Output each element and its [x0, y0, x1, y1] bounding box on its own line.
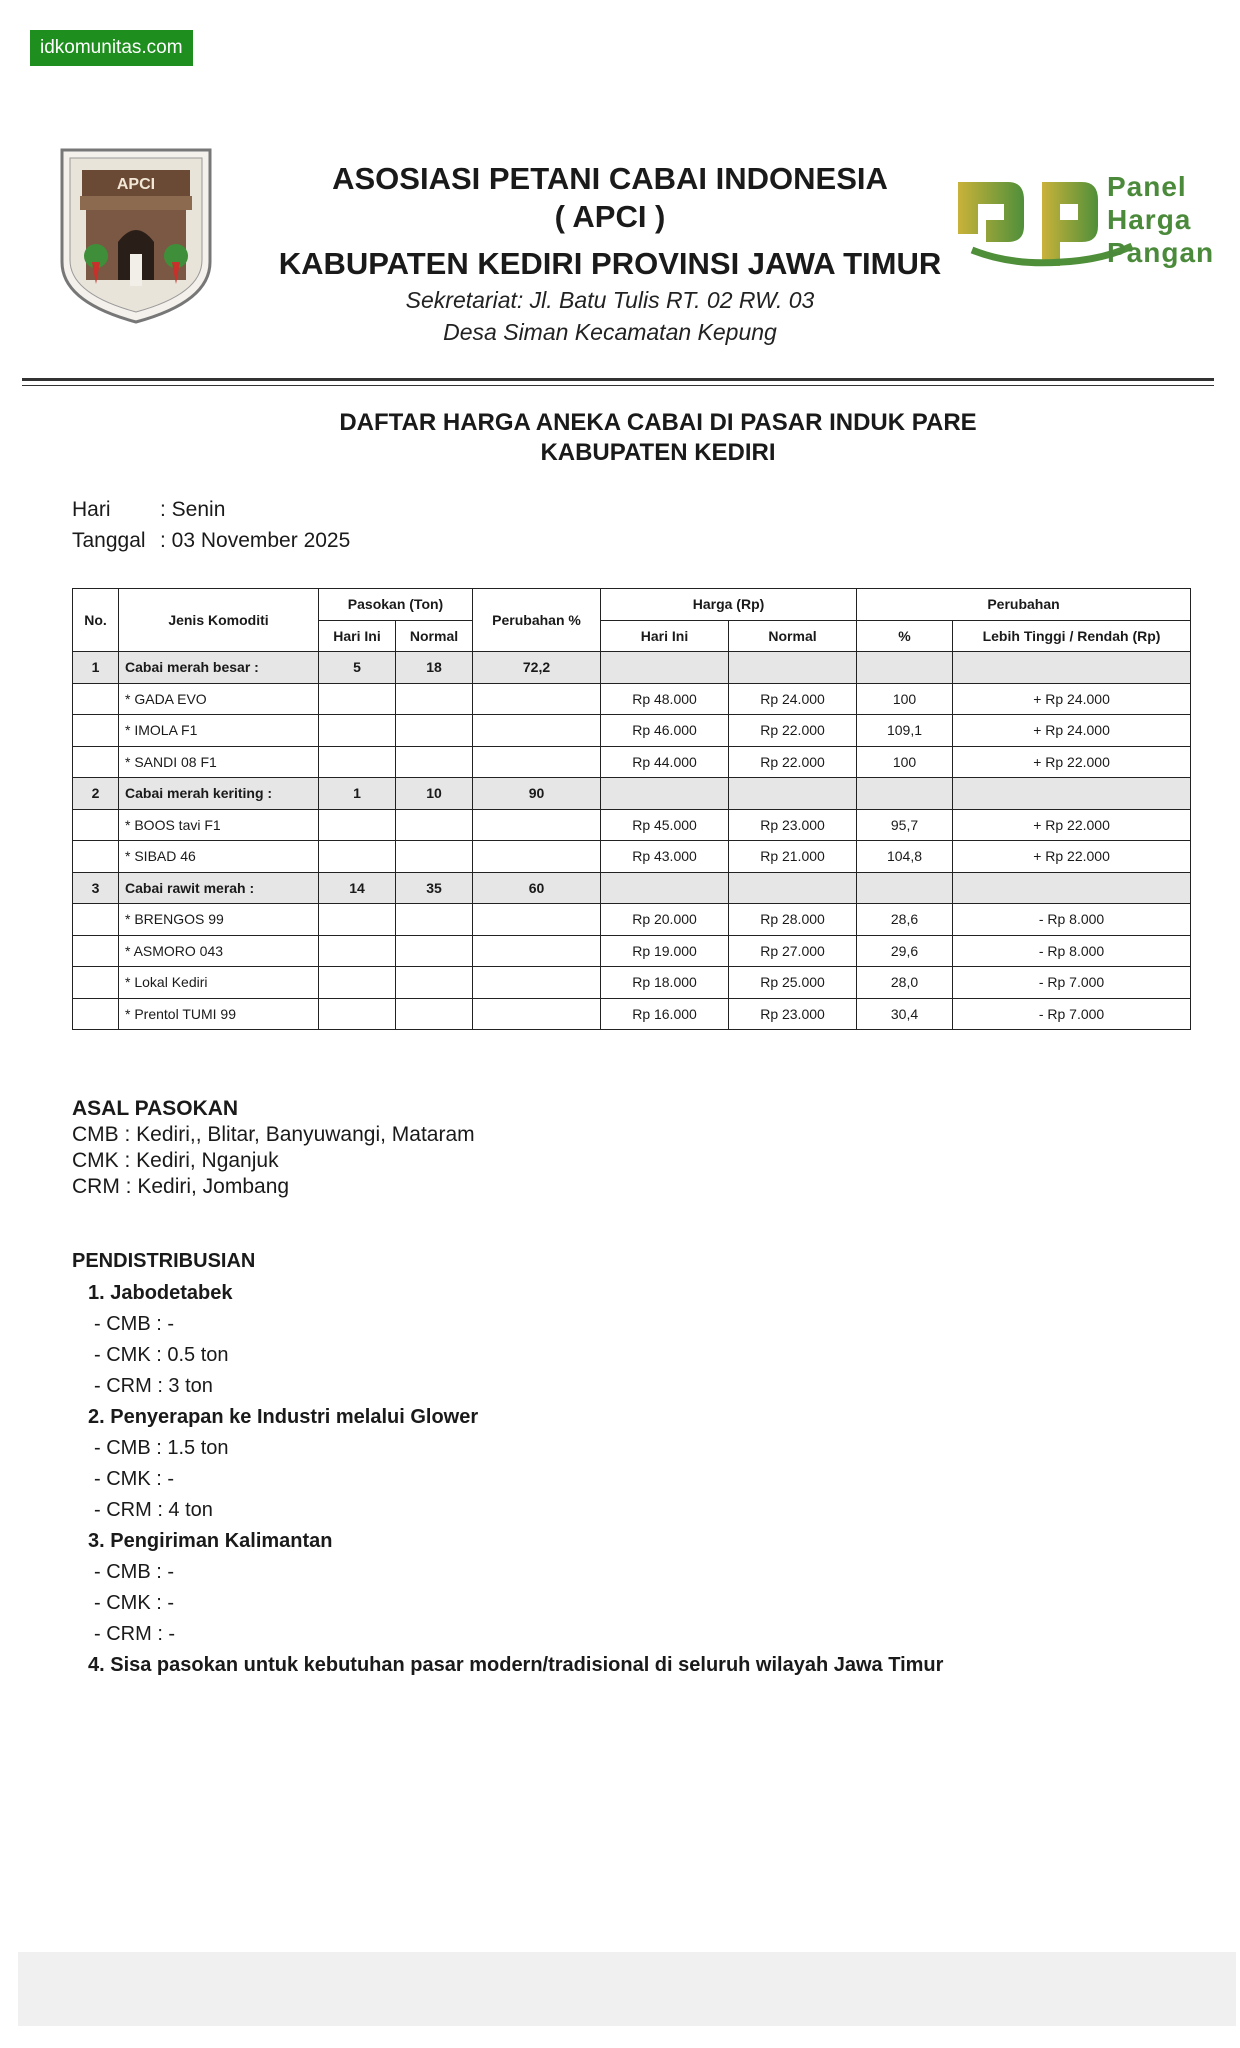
- table-row: [73, 998, 1191, 1030]
- address-line-1: Sekretariat: Jl. Batu Tulis RT. 02 RW. 03: [405, 287, 815, 313]
- cell-pct: 29,6: [857, 935, 953, 967]
- panel-logo-line-1: Panel: [1107, 171, 1187, 202]
- cell-supply-today: [319, 715, 396, 747]
- cell-name: * Lokal Kediri: [119, 967, 319, 999]
- cell-price-normal: Rp 27.000: [729, 935, 857, 967]
- supply-origin-title: ASAL PASOKAN: [72, 1097, 239, 1120]
- cell-price-today: [601, 652, 729, 684]
- cell-supply-normal: [396, 715, 473, 747]
- cell-supply-change: [473, 715, 601, 747]
- cell-name: * GADA EVO: [119, 683, 319, 715]
- supply-origin-line: CMB : Kediri,, Blitar, Banyuwangi, Mataram: [72, 1123, 475, 1146]
- panel-logo-line-3: Pangan: [1107, 237, 1215, 268]
- cell-pct: 109,1: [857, 715, 953, 747]
- cell-no: [73, 841, 119, 873]
- header-change-percent: %: [857, 620, 953, 652]
- cell-supply-change: [473, 841, 601, 873]
- cell-price-normal: [729, 778, 857, 810]
- table-category-row: [73, 778, 1191, 810]
- cell-name: * SIBAD 46: [119, 841, 319, 873]
- distribution-sub-item: - CMB : -: [94, 1561, 174, 1583]
- organization-region: KABUPATEN KEDIRI PROVINSI JAWA TIMUR: [278, 246, 942, 281]
- cell-no: 3: [73, 872, 119, 904]
- cell-no: [73, 998, 119, 1030]
- cell-pct: 104,8: [857, 841, 953, 873]
- cell-pct: [857, 778, 953, 810]
- organization-abbreviation: ( APCI ): [554, 199, 666, 234]
- cell-supply-today: [319, 935, 396, 967]
- cell-diff: - Rp 7.000: [953, 967, 1191, 999]
- cell-no: [73, 683, 119, 715]
- cell-supply-normal: [396, 746, 473, 778]
- cell-supply-normal: [396, 904, 473, 936]
- header-no: No.: [73, 589, 119, 652]
- apci-emblem-text: APCI: [116, 176, 156, 193]
- cell-price-today: Rp 48.000: [601, 683, 729, 715]
- table-row: [73, 935, 1191, 967]
- cell-supply-change: [473, 967, 601, 999]
- table-row: [73, 841, 1191, 873]
- cell-name: * ASMORO 043: [119, 935, 319, 967]
- cell-price-normal: Rp 22.000: [729, 715, 857, 747]
- cell-diff: - Rp 7.000: [953, 998, 1191, 1030]
- cell-supply-today: 1: [319, 778, 396, 810]
- table-category-row: [73, 872, 1191, 904]
- cell-pct: 28,0: [857, 967, 953, 999]
- cell-supply-change: [473, 998, 601, 1030]
- cell-price-today: Rp 20.000: [601, 904, 729, 936]
- cell-supply-change: [473, 683, 601, 715]
- header-price: Harga (Rp): [601, 589, 857, 621]
- cell-price-normal: Rp 21.000: [729, 841, 857, 873]
- document-title-line-2: KABUPATEN KEDIRI: [540, 439, 776, 466]
- cell-supply-today: [319, 683, 396, 715]
- panel-logo-text: [1107, 170, 1214, 269]
- distribution-sub-item: - CRM : 4 ton: [94, 1499, 213, 1521]
- cell-diff: [953, 652, 1191, 684]
- cell-price-normal: [729, 652, 857, 684]
- supply-origin-line: CMK : Kediri, Nganjuk: [72, 1149, 279, 1172]
- cell-price-normal: Rp 23.000: [729, 809, 857, 841]
- cell-price-today: Rp 45.000: [601, 809, 729, 841]
- distribution-sub-item: - CRM : 3 ton: [94, 1375, 213, 1397]
- panel-logo-line-2: Harga: [1107, 204, 1192, 235]
- table-row: [73, 904, 1191, 936]
- header-supply-normal: Normal: [396, 620, 473, 652]
- watermark-label: idkomunitas.com: [30, 30, 193, 66]
- cell-supply-normal: [396, 998, 473, 1030]
- cell-pct: 28,6: [857, 904, 953, 936]
- cell-supply-today: 5: [319, 652, 396, 684]
- cell-no: [73, 967, 119, 999]
- header-price-normal: Normal: [729, 620, 857, 652]
- cell-supply-normal: [396, 809, 473, 841]
- header-supply-today: Hari Ini: [319, 620, 396, 652]
- supply-origin-section: [72, 1096, 475, 1200]
- distribution-sub-item: - CMB : 1.5 ton: [94, 1437, 229, 1459]
- cell-supply-normal: [396, 841, 473, 873]
- distribution-sub-item: - CMB : -: [94, 1313, 174, 1335]
- cell-supply-normal: [396, 967, 473, 999]
- cell-name: * IMOLA F1: [119, 715, 319, 747]
- cell-no: [73, 904, 119, 936]
- cell-name: Cabai rawit merah :: [119, 872, 319, 904]
- cell-supply-change: [473, 809, 601, 841]
- distribution-sub-item: - CMK : -: [94, 1592, 174, 1614]
- distribution-title: PENDISTRIBUSIAN: [72, 1250, 256, 1272]
- document-title: [0, 408, 1240, 468]
- report-meta: [72, 494, 350, 556]
- supply-origin-line: CRM : Kediri, Jombang: [72, 1175, 290, 1198]
- cell-diff: - Rp 8.000: [953, 904, 1191, 936]
- cell-supply-today: [319, 841, 396, 873]
- cell-price-today: Rp 18.000: [601, 967, 729, 999]
- cell-supply-normal: 18: [396, 652, 473, 684]
- header-change-amount: Lebih Tinggi / Rendah (Rp): [953, 620, 1191, 652]
- header-commodity: Jenis Komoditi: [119, 589, 319, 652]
- document-title-line-1: DAFTAR HARGA ANEKA CABAI DI PASAR INDUK PARE: [339, 409, 977, 436]
- cell-price-normal: Rp 22.000: [729, 746, 857, 778]
- cell-supply-change: [473, 746, 601, 778]
- price-table-body: [73, 652, 1191, 1030]
- cell-supply-change: [473, 904, 601, 936]
- cell-diff: + Rp 24.000: [953, 715, 1191, 747]
- cell-pct: 100: [857, 746, 953, 778]
- table-row: [73, 683, 1191, 715]
- cell-no: [73, 935, 119, 967]
- day-value: : Senin: [160, 498, 226, 521]
- cell-name: Cabai merah keriting :: [119, 778, 319, 810]
- cell-name: * BOOS tavi F1: [119, 809, 319, 841]
- cell-supply-today: [319, 904, 396, 936]
- cell-name: * BRENGOS 99: [119, 904, 319, 936]
- footer-bar: [18, 1952, 1236, 2026]
- cell-pct: [857, 652, 953, 684]
- cell-price-today: Rp 44.000: [601, 746, 729, 778]
- cell-pct: [857, 872, 953, 904]
- table-row: [73, 715, 1191, 747]
- cell-price-today: Rp 43.000: [601, 841, 729, 873]
- table-row: [73, 967, 1191, 999]
- cell-supply-change: 60: [473, 872, 601, 904]
- cell-pct: 30,4: [857, 998, 953, 1030]
- table-category-row: [73, 652, 1191, 684]
- header-supply-change: Perubahan %: [473, 589, 601, 652]
- cell-price-today: Rp 19.000: [601, 935, 729, 967]
- header-price-today: Hari Ini: [601, 620, 729, 652]
- cell-supply-today: [319, 998, 396, 1030]
- apci-emblem-logo: [56, 144, 216, 326]
- cell-diff: - Rp 8.000: [953, 935, 1191, 967]
- address-line-2: Desa Siman Kecamatan Kepung: [443, 319, 777, 345]
- cell-supply-today: [319, 746, 396, 778]
- day-label: Hari: [72, 498, 111, 521]
- cell-price-normal: Rp 24.000: [729, 683, 857, 715]
- table-row: [73, 809, 1191, 841]
- cell-name: * Prentol TUMI 99: [119, 998, 319, 1030]
- cell-supply-change: 72,2: [473, 652, 601, 684]
- cell-diff: [953, 872, 1191, 904]
- cell-price-today: Rp 46.000: [601, 715, 729, 747]
- cell-price-normal: [729, 872, 857, 904]
- distribution-sub-item: - CMK : -: [94, 1468, 174, 1490]
- cell-price-today: [601, 778, 729, 810]
- cell-supply-normal: 10: [396, 778, 473, 810]
- cell-supply-normal: [396, 935, 473, 967]
- header-change: Perubahan: [857, 589, 1191, 621]
- cell-diff: + Rp 22.000: [953, 809, 1191, 841]
- cell-diff: + Rp 24.000: [953, 683, 1191, 715]
- cell-supply-change: 90: [473, 778, 601, 810]
- distribution-list: [72, 1278, 943, 1681]
- header-supply: Pasokan (Ton): [319, 589, 473, 621]
- price-table: [72, 588, 1191, 1030]
- cell-supply-normal: 35: [396, 872, 473, 904]
- distribution-section: [72, 1244, 943, 1681]
- cell-no: 1: [73, 652, 119, 684]
- cell-name: Cabai merah besar :: [119, 652, 319, 684]
- cell-price-normal: Rp 23.000: [729, 998, 857, 1030]
- cell-no: 2: [73, 778, 119, 810]
- cell-name: * SANDI 08 F1: [119, 746, 319, 778]
- cell-pct: 95,7: [857, 809, 953, 841]
- cell-supply-today: [319, 967, 396, 999]
- distribution-sub-item: - CRM : -: [94, 1623, 176, 1645]
- cell-supply-normal: [396, 683, 473, 715]
- cell-diff: + Rp 22.000: [953, 841, 1191, 873]
- distribution-sub-item: - CMK : 0.5 ton: [94, 1344, 229, 1366]
- date-value: : 03 November 2025: [160, 529, 351, 552]
- cell-supply-change: [473, 935, 601, 967]
- distribution-item: 1. Jabodetabek: [88, 1282, 233, 1304]
- cell-no: [73, 746, 119, 778]
- cell-price-today: Rp 16.000: [601, 998, 729, 1030]
- distribution-item: 4. Sisa pasokan untuk kebutuhan pasar modern/tradisional di seluruh wilayah Jawa Timur: [88, 1654, 944, 1676]
- letterhead: [240, 160, 980, 348]
- cell-supply-today: 14: [319, 872, 396, 904]
- header-divider-thick: [22, 378, 1214, 381]
- distribution-item: 3. Pengiriman Kalimantan: [88, 1530, 333, 1552]
- cell-no: [73, 715, 119, 747]
- cell-pct: 100: [857, 683, 953, 715]
- table-row: [73, 746, 1191, 778]
- cell-price-normal: Rp 28.000: [729, 904, 857, 936]
- date-label: Tanggal: [72, 529, 146, 552]
- cell-price-today: [601, 872, 729, 904]
- cell-diff: [953, 778, 1191, 810]
- cell-price-normal: Rp 25.000: [729, 967, 857, 999]
- cell-no: [73, 809, 119, 841]
- cell-diff: + Rp 22.000: [953, 746, 1191, 778]
- organization-name: ASOSIASI PETANI CABAI INDONESIA: [332, 161, 888, 196]
- header-divider-thin: [22, 385, 1214, 386]
- cell-supply-today: [319, 809, 396, 841]
- distribution-item: 2. Penyerapan ke Industri melalui Glower: [88, 1406, 479, 1428]
